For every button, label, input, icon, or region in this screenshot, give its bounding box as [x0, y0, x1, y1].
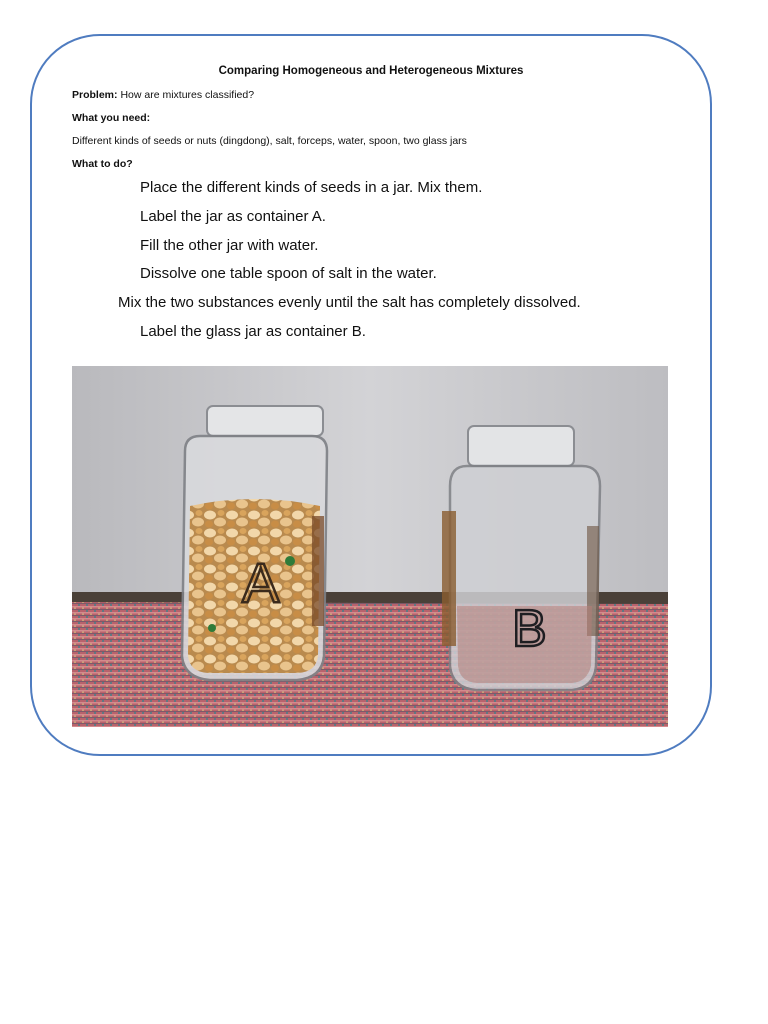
- step-6: Label the glass jar as container B.: [140, 323, 366, 340]
- svg-text:A: A: [242, 551, 280, 614]
- step-3: Fill the other jar with water.: [140, 237, 319, 254]
- step-4: Dissolve one table spoon of salt in the water.: [140, 265, 437, 282]
- step-1: Place the different kinds of seeds in a jar. Mix them.: [140, 179, 483, 196]
- jar-b: [442, 426, 600, 690]
- worksheet-title: Comparing Homogeneous and Heterogeneous Mixtures: [218, 65, 524, 77]
- step-5: Mix the two substances evenly until the salt has completely dissolved.: [118, 294, 581, 311]
- jars-photo: [72, 366, 668, 727]
- svg-text:B: B: [512, 600, 547, 658]
- todo-label: What to do?: [72, 158, 133, 170]
- jar-a: [182, 406, 327, 680]
- problem-text: How are mixtures classified?: [120, 89, 255, 101]
- step-2: Label the jar as container A.: [140, 208, 326, 225]
- materials-text: Different kinds of seeds or nuts (dingdong), salt, forceps, water, spoon, two glass jars: [72, 135, 467, 147]
- need-label: What you need:: [72, 112, 151, 124]
- problem-label: Problem:: [72, 89, 118, 101]
- problem-line: [72, 89, 254, 101]
